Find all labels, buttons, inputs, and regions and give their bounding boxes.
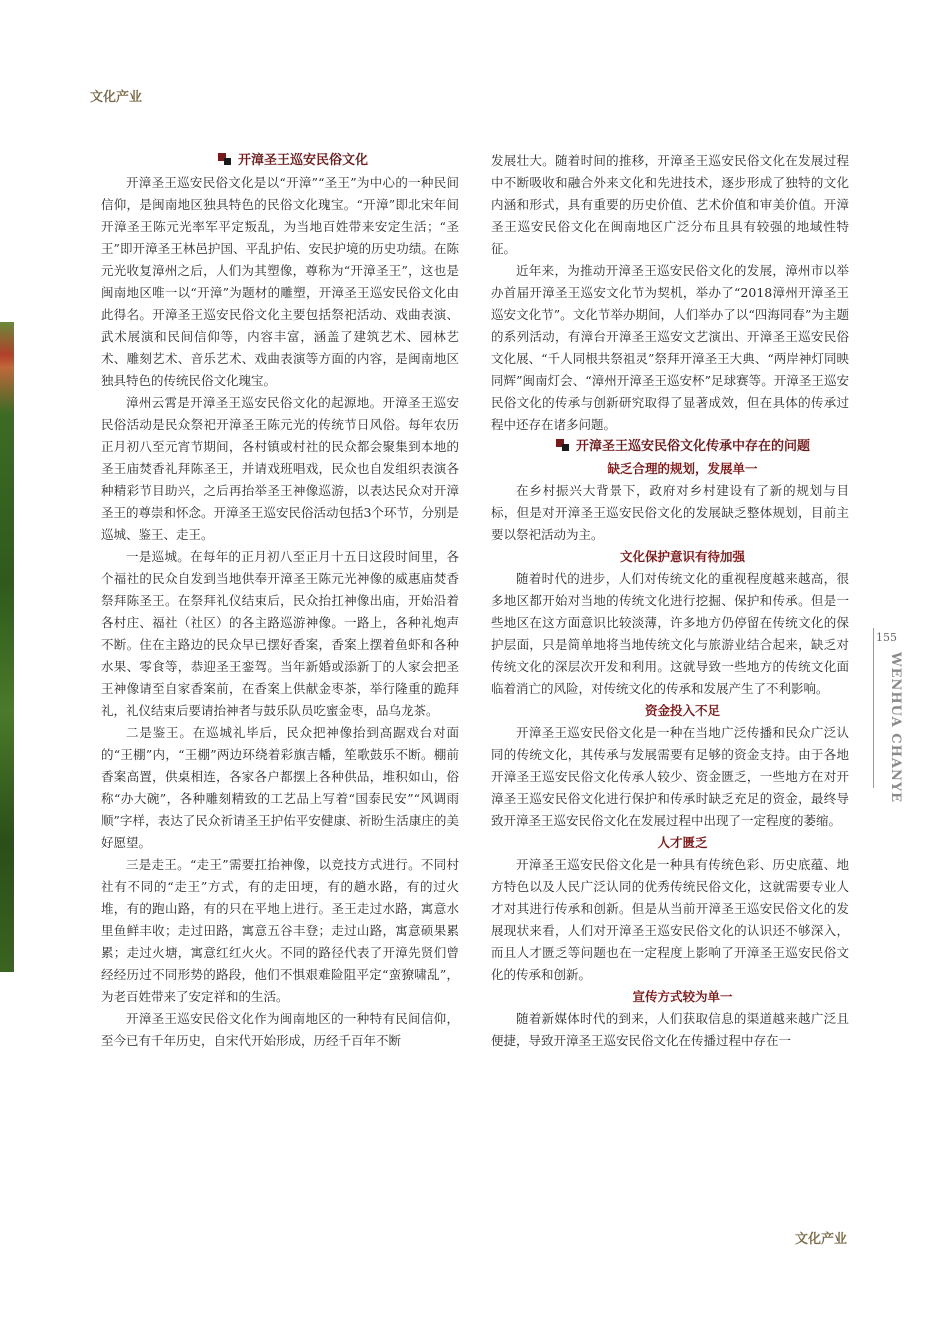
paragraph: 漳州云霄是开漳圣王巡安民俗文化的起源地。开漳圣王巡安民俗活动是民众祭祀开漳圣王陈元光的传统节日风俗。每年农历正月初八至元宵节期间，各村镇或村社的民众都会聚集到本地的圣王庙焚香礼拜陈圣王，并请戏班唱戏，民众也自发组织表演各种精彩节目助兴，之后再抬举圣王神像巡游，以表达民众对开漳圣王的尊崇和怀念。开漳圣王巡安民俗活动包括3个环节，分别是巡城、鉴王、走王。 [101, 395, 459, 542]
subsection-title: 缺乏合理的规划，发展单一 [607, 461, 758, 476]
section-title-text: 开漳圣王巡安民俗文化 [237, 153, 368, 168]
section-marker-icon [556, 439, 570, 451]
section-title-text: 开漳圣王巡安民俗文化传承中存在的问题 [575, 439, 810, 454]
subsection-title: 宣传方式较为单一 [632, 989, 733, 1004]
paragraph: 二是鉴王。在巡城礼毕后，民众把神像抬到高踞戏台对面的“王棚”内，“王棚”两边环绕着彩旗吉幡，笙歌鼓乐不断。棚前香案高置，供桌相连，各家各户都摆上各种供品，堆积如山，俗称“办大碗”，各种雕刻精致的工艺品上写着“国泰民安”“风调雨顺”字样，表达了民众祈请圣王护佑平安健康、祈盼生活康庄的美好愿望。 [101, 725, 459, 850]
paragraph: 近年来，为推动开漳圣王巡安民俗文化的发展，漳州市以举办首届开漳圣王巡安文化节为契机，举办了“2018漳州开漳圣王巡安文化节”。文化节举办期间，人们举办了以“四海同春”为主题的系列活动，有漳台开漳圣王巡安文艺演出、开漳圣王巡安民俗文化展、“千人同根共祭祖灵”祭拜开漳圣王大典、“两岸神灯同映同辉”闽南灯会、“漳州开漳圣王巡安杯”足球赛等。开漳圣王巡安民俗文化的传承与创新研究取得了显著成效，但在具体的传承过程中还存在诸多问题。 [491, 263, 849, 432]
paragraph: 开漳圣王巡安民俗文化是以“开漳”“圣王”为中心的一种民间信仰，是闽南地区独具特色的民俗文化瑰宝。“开漳”即北宋年间开漳圣王陈元光率军平定叛乱，为当地百姓带来安定生活；“圣王”即开漳圣王林邑护国、平乱护佑、安民护境的历史功绩。在陈元光收复漳州之后，人们为其塑像，尊称为“开漳圣王”，这也是闽南地区唯一以“开漳”为题材的雕塑，开漳圣王巡安民俗文化由此得名。开漳圣王巡安民俗文化主要包括祭祀活动、戏曲表演、武术展演和民间信仰等，内容丰富，涵盖了建筑艺术、园林艺术、雕刻艺术、音乐艺术、戏曲表演等方面的内容，是闽南地区独具特色的传统民俗文化瑰宝。 [101, 175, 459, 388]
paragraph: 一是巡城。在每年的正月初八至正月十五日这段时间里，各个福社的民众自发到当地供奉开漳圣王陈元光神像的威惠庙焚香祭拜陈圣王。在祭拜礼仪结束后，民众抬扛神像出庙，开始沿着各村庄、福社（社区）的各主路巡游神像。一路上，各种礼炮声不断。住在主路边的民众早已摆好香案，香案上摆着鱼虾和各种水果、零食等，恭迎圣王銮驾。当年新婚或添新丁的人家会把圣王神像请至自家香案前，在香案上供献金枣茶，举行隆重的跪拜礼，礼仪结束后要请抬神者与鼓乐队员吃蜜金枣，品乌龙茶。 [101, 549, 459, 718]
right-column [491, 150, 849, 1052]
paragraph: 在乡村振兴大背景下，政府对乡村建设有了新的规划与目标，但是对开漳圣王巡安民俗文化的发展缺乏整体规划，目前主要以祭祀活动为主。 [491, 483, 849, 542]
section-marker-icon [218, 153, 232, 165]
side-vertical-title: WENHUA CHANYE [888, 652, 903, 804]
left-column [101, 150, 459, 1052]
subsection-title: 资金投入不足 [644, 703, 720, 718]
section-title [101, 150, 459, 172]
paragraph: 随着新媒体时代的到来，人们获取信息的渠道越来越广泛且便捷，导致开漳圣王巡安民俗文化在传播过程中存在一 [491, 1011, 849, 1048]
paragraph: 开漳圣王巡安民俗文化是一种具有传统色彩、历史底蕴、地方特色以及人民广泛认同的优秀传统民俗文化，这就需要专业人才对其进行传承和创新。但是从当前开漳圣王巡安民俗文化的发展现状来看，人们对开漳圣王巡安民俗文化的认识还不够深入，而且人才匮乏等问题也在一定程度上影响了开漳圣王巡安民俗文化的传承和创新。 [491, 857, 849, 982]
subsection-title: 人才匮乏 [657, 835, 708, 850]
paragraph: 开漳圣王巡安民俗文化作为闽南地区的一种特有民间信仰，至今已有千年历史，自宋代开始形成，历经千百年不断 [101, 1011, 459, 1048]
paragraph: 随着时代的进步，人们对传统文化的重视程度越来越高，很多地区都开始对当地的传统文化进行挖掘、保护和传承。但是一些地区在这方面意识比较淡薄，许多地方仍停留在传统文化的保护层面，只是简单地将当地传统文化与旅游业结合起来，缺乏对传统文化的深层次开发和利用。这就导致一些地方的传统文化面临着消亡的风险，对传统文化的传承和发展产生了不利影响。 [491, 571, 849, 696]
decorative-photo-strip [0, 322, 14, 972]
page-number: 155 [876, 631, 897, 644]
paragraph: 开漳圣王巡安民俗文化是一种在当地广泛传播和民众广泛认同的传统文化，其传承与发展需要有足够的资金支持。由于各地开漳圣王巡安民俗文化传承人较少、资金匮乏，一些地方在对开漳圣王巡安民俗文化进行保护和传承时缺乏充足的资金，最终导致开漳圣王巡安民俗文化在发展过程中出现了一定程度的萎缩。 [491, 725, 849, 828]
section-title [491, 436, 849, 458]
side-divider [873, 628, 874, 788]
footer-section-label: 文化产业 [795, 1232, 848, 1247]
paragraph: 发展壮大。随着时间的推移，开漳圣王巡安民俗文化在发展过程中不断吸收和融合外来文化和先进技术，逐步形成了独特的文化内涵和形式，具有重要的历史价值、艺术价值和审美价值。开漳圣王巡安民俗文化在闽南地区广泛分布且具有较强的地域性特征。 [491, 153, 849, 256]
header-section-label: 文化产业 [90, 90, 143, 105]
subsection-title: 文化保护意识有待加强 [619, 549, 745, 564]
paragraph: 三是走王。“走王”需要扛抬神像，以竞技方式进行。不同村社有不同的“走王”方式，有的走田埂，有的趟水路，有的过火堆，有的跑山路，有的只在平地上进行。圣王走过水路，寓意水里鱼鲜丰收；走过田路，寓意五谷丰登；走过山路，寓意硕果累累；走过火塘，寓意红红火火。不同的路径代表了开漳先贤们曾经经历过不同形势的路段，他们不惧艰难险阻平定“蛮獠啸乱”，为老百姓带来了安定祥和的生活。 [101, 857, 459, 1004]
